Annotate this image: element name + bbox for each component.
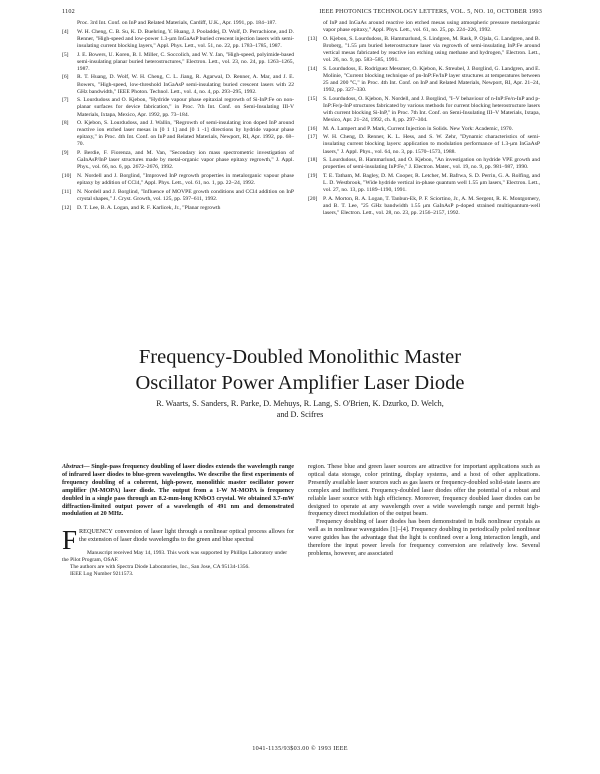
drop-cap: F <box>62 525 78 556</box>
reference-item: [15] S. Lourdudoss, O. Kjebon, N. Nordell, and J. Borglind, "I–V behaviour of n-InP:Fe/n-InP and p-InP:Fe/p-InP structures fabricated by various methods for current blocking heterostructure lasers with current blocking Si-InP," in Proc. 7th Int. Conf. on Semi-Insulating III–V Materials, Ixtapa, Mexico, Apr. 21–24, 1992, ch. 8, pp. 297–304. <box>308 95 540 123</box>
reference-item: [19] T. E. Tatham, M. Bagley, D. M. Cooper, R. Letcher, M. Bafrwa, S. D. Perrin, G. A. Rolfing, and L. D. Westbrook, "Wide hydride vertical in-phase quantum well 1.55 μm lasers," Electron. Lett., vol. 27, no. 13, pp. 1189–1190, 1991. <box>308 173 540 194</box>
reference-item: [11] N. Nordell and J. Borglind, "Influence of MOVPE growth conditions and CCl4 addition on InP crystal shapes," J. Cryst. Growth, vol. 125, pp. 597–611, 1992. <box>62 188 294 202</box>
body-paragraph: region. These blue and green laser sources are attractive for important applications such as optical data storage, color printing, display systems, and a host of other applications. Presently available laser sources such as gas lasers or frequency-doubled solid-state lasers are complex and inefficient. Frequency-doubled laser diodes offer the potential of a robust and reliable laser source with high efficiency. Moreover, frequency doubled laser diodes can be designed to operate at any wavelength over a wide wavelength range and permit high-frequency direct modulation of the output beam. <box>308 463 540 518</box>
reference-item: [10] N. Nordell and J. Borglind, "Improved InP regrowth properties in metalorganic vapour phase epitaxy by addition of CCl4," Appl. Phys. Lett., vol. 61, no. 1, pp. 22–24, 1992. <box>62 173 294 187</box>
journal-name: IEEE PHOTONICS TECHNOLOGY LETTERS, VOL. 5, NO. 10, OCTOBER 1993 <box>319 8 542 15</box>
abstract <box>62 463 294 518</box>
authors-line: R. Waarts, S. Sanders, R. Parke, D. Mehuys, R. Lang, S. O'Brien, K. Dzurko, D. Welch, <box>156 399 444 408</box>
reference-item: [14] S. Lourdudoss, E. Rodríguez Messmer, O. Kjebon, K. Streubel, J. Borglind, G. Landgren, and E. Molinie, "Current blocking technique of pn-InP:Fe/InP layer structures at temperatures between 25 and 200 °C," in Proc. 4th Int. Conf. on InP and Related Materials, Newport, RI, Apr. 21–24, 1992, pp. 327–330. <box>308 65 540 94</box>
page-number: 1102 <box>62 8 75 15</box>
reference-item: [7] S. Lourdudoss and O. Kjebon, "Hydride vapour phase epitaxial regrowth of Si-InP:Fe on non-planar surfaces for device fabrication," in Proc. 7th Int. Conf. on Semi-Insulating III-V Materials, Ixtapa, Mexico, Apr. 1992, pp. 73–184. <box>62 97 294 118</box>
copyright-footer: 1041-1135/93$03.00 © 1993 IEEE <box>252 745 348 752</box>
reference-item: [16] M. A. Lampert and P. Mark, Current Injection in Solids. New York: Academic, 1970. <box>308 125 514 132</box>
footnote: IEEE Log Number 9211573. <box>70 571 134 578</box>
authors-line: and D. Scifres <box>276 409 324 419</box>
reference-item: [20] P. A. Morton, R. A. Logan, T. Tanbun-Ek, P. F. Sciortino, Jr., A. M. Sergent, R. K. Montgomery, and B. T. Lee, "25 GHz bandwidth 1.55 μm GaInAsP p-doped strained multiquantum-well lasers," Electron. Lett., vol. 28, no. 23, pp. 2156–2157, 1992. <box>308 195 540 217</box>
abstract-text: — Single-pass frequency doubling of laser diodes extends the wavelength range of infrared laser diodes to blue-green wavelengths. We describe the first experiments of frequency doubling of a coherent, high-power, monolithic master oscillator power amplifier (M-MOPA) laser diode. The output from a 1-W M-MOPA is frequency doubled in a single pass through an 8.2-mm-long KNbO3 crystal. We obtained 3.7-mW diffraction-limited output power of a wavelength of 491 nm and demonstrated modulation at 20 MHz. <box>62 463 294 518</box>
reference-item: [12] D. T. Lee, B. A. Logan, and R. F. Karlicek, Jr., "Planar regrowth <box>62 204 221 211</box>
references-left-column <box>62 20 294 219</box>
abstract-label: Abstract <box>62 463 84 470</box>
reference-item: [8] O. Kjebon, S. Lourdudoss, and J. Wallin, "Regrowth of semi-insulating iron doped InP around reactive ion etched laser mesas in [0 1 1] and [0 1 -1] directions by hydride vapour phase epitaxy," in Proc. 4th Int. Conf. on InP and Related Materials, Newport, RI, Apr. 1992, pp. 68–70. <box>62 120 294 148</box>
reference-item: [17] W. H. Cheng, D. Renner, K. L. Hess, and S. W. Zehr, "Dynamic characteristics of semi-insulating current blocking layers: application to modulation performance of 1.3-μm InGaAsP lasers," J. Appl. Phys., vol. 64, no. 3, pp. 1570–1573, 1988. <box>308 134 540 155</box>
reference-item: of InP and InGaAs around reactive ion etched mesas using atmospheric pressure metalorganic vapor phase epitaxy," Appl. Phys. Lett., vol. 61, no. 25, pp. 224–226, 1992. <box>323 20 540 34</box>
footnotes <box>62 550 294 578</box>
author-list <box>80 399 520 420</box>
reference-item: Proc. 3rd Int. Conf. on InP and Related Materials, Cardiff, U.K., Apr. 1991, pp. 184–187. <box>77 20 277 26</box>
title-line: Frequency-Doubled Monolithic Master <box>138 346 462 368</box>
footnote: Manuscript received May 14, 1993. This work was supported by Phillips Laboratory under the Pilot Program, OSAF. <box>62 550 288 564</box>
intro-smallcaps: REQUENCY <box>79 528 113 536</box>
title-line: Oscillator Power Amplifier Laser Diode <box>135 372 465 394</box>
references <box>62 20 540 219</box>
references-right-column <box>308 20 540 219</box>
left-column <box>62 463 294 578</box>
article-title <box>0 344 600 396</box>
reference-item: [18] S. Lourdudoss, B. Hammarlund, and O. Kjebon, "An investigation on hydride VPE growth and properties of semi-insulating InP:Fe," J. Electron. Mater., vol. 19, no. 9, pp. 981–987, 1990. <box>308 157 540 171</box>
reference-item: [5] J. E. Bowers, U. Koren, B. I. Miller, C. Soccolich, and W. Y. Jan, "High-speed, polyimide-based semi-insulating planar buried heterostructures," Electron. Lett., vol. 23, no. 24, pp. 1263–1265, 1987. <box>62 51 294 72</box>
intro-text: conversion of laser light through a nonlinear optical process allows for the extension of laser diode wavelengths to the green and blue spectral <box>79 528 294 544</box>
body-paragraph: Frequency doubling of laser diodes has been demonstrated in bulk nonlinear crystals as well as in nonlinear waveguides [1]–[4]. Frequency doubling in periodically poled nonlinear wave guides has the advantage that the light is confined over a long interaction length, and therefore the input power levels for frequency conversion are relatively low. Several problems, however, are associated <box>308 518 540 557</box>
reference-item: [9] P. Berdie, F. Fiorenza, and M. Van, "Secondary ion mass spectrometric investigation of GaInAsP/InP laser structures made by metal-organic vapor phase epitaxy regrowth," J. Appl. Phys., vol. 66, no. 6, pp. 2672–2676, 1992. <box>62 150 294 171</box>
article-body <box>62 463 540 578</box>
footnote: The authors are with Spectra Diode Laboratories, Inc., San Jose, CA 95134-1356. <box>70 564 250 571</box>
reference-item: [4] W. H. Cheng, C. B. Su, K. D. Buehring, Y. Huang, J. Pooladdej, D. Wolf, D. Perrachione, and D. Renner, "High-speed and low-power 1.3-μm InGaAsP buried crescent injection lasers with semi-insulating current blocking layers," Appl. Phys. Lett., vol. 51, no. 22, pp. 1783–1785, 1987. <box>62 28 294 49</box>
reference-item: [13] O. Kjebon, S. Lourdudoss, B. Hammarlund, S. Lindgren, M. Rask, P. Ojala, G. Landgren, and B. Broberg, "1.55 μm buried heterostructure laser via regrowth of semi-insulating InP:Fe around vertical mesas fabricated by reactive ion etching using methane and hydrogen," Electron. Lett., vol. 26, no. 9, pp. 583–585, 1991. <box>308 35 540 64</box>
introduction-paragraph <box>62 525 294 556</box>
running-header <box>62 8 542 15</box>
reference-item: [6] R. T. Huang, D. Wolf, W. H. Cheng, C. L. Jiang, R. Agarwal, D. Renner, A. Mar, and J. E. Bowers, "High-speed, low-threshold InGaAsP semi-insulating buried crescent lasers with 22 GHz bandwidth," IEEE Photon. Technol. Lett., vol. 4, no. 4, pp. 293–295, 1992. <box>62 74 294 95</box>
right-column <box>308 463 540 578</box>
